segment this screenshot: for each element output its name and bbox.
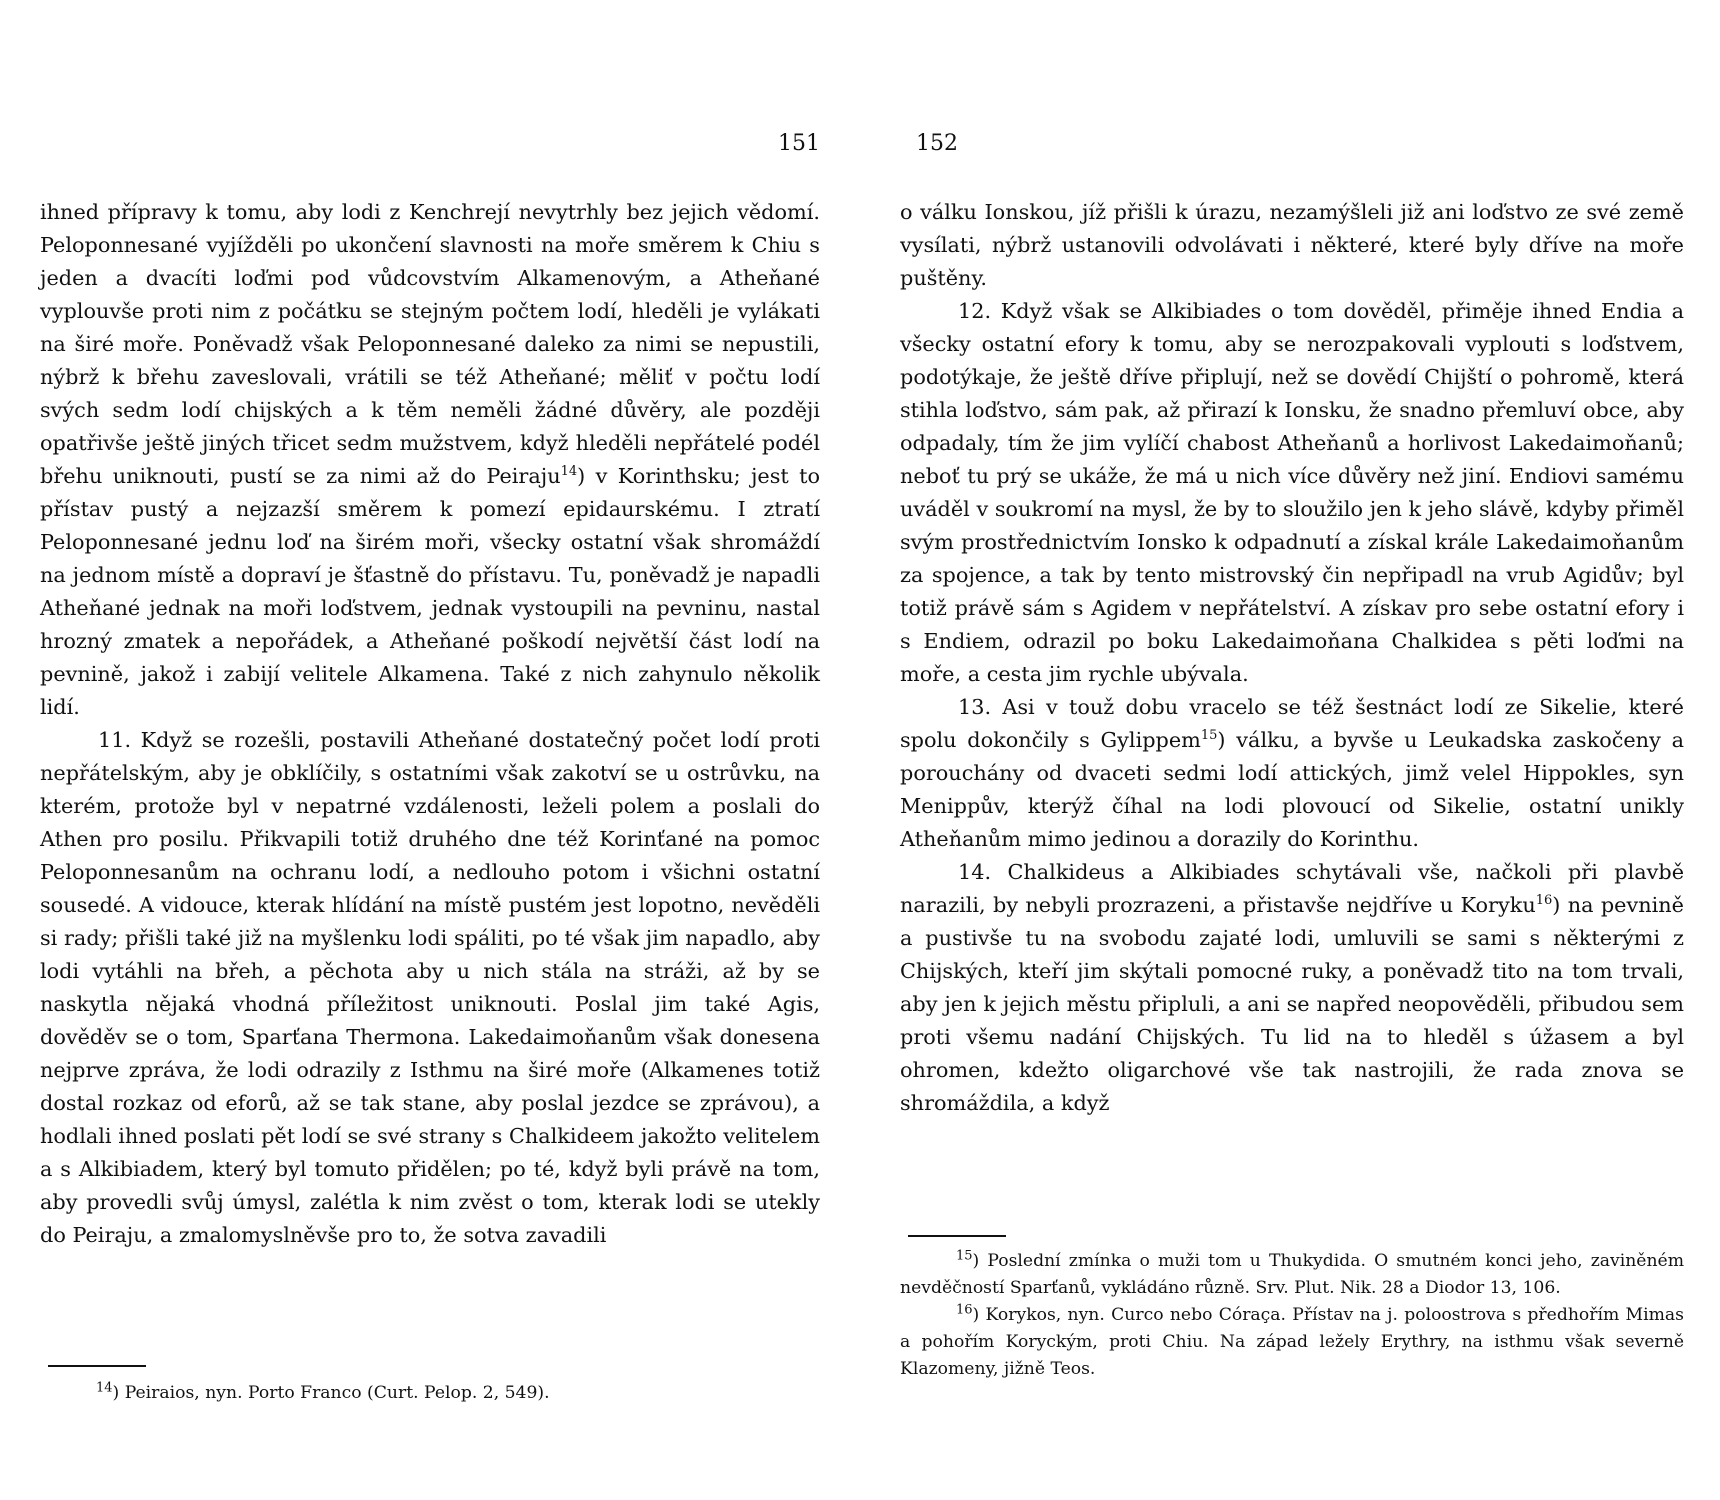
footnote-text: ) Peiraios, nyn. Porto Franco (Curt. Pelop. 2, 549). xyxy=(112,1383,550,1403)
paragraph xyxy=(900,295,1684,691)
text-segment: o válku Ionskou, jíž přišli k úrazu, nezamýšleli již ani loďstvo ze své země vysílati, nýbrž ustanovili odvolávati i některé, které byly dříve na moře puštěny. xyxy=(900,200,1684,290)
text-segment: ihned přípravy k tomu, aby lodi z Kenchrejí nevytrhly bez jejich vědomí. Peloponnesané vyjížděli po ukončení slavnosti na moře směrem k Chiu s jeden a dvacíti loďmi pod vůdcovstvím Alkamenovým, a Atheňané vyplouvše proti nim z počátku se stejným počtem lodí, hleděli je vylákati na širé moře. Poněvadž však Peloponnesané daleko za nimi se nepustili, nýbrž k břehu zaveslovali, vrátili se též Atheňané; měliť v počtu lodí svých sedm lodí chijských a k těm neměli žádné důvěry, ale později opatřivše ještě jiných třicet sedm mužstvem, když hleděli nepřátelé podél břehu uniknouti, pustí se za nimi až do Peiraju xyxy=(40,200,820,488)
page-number: 152 xyxy=(916,131,958,156)
right-page xyxy=(900,0,1684,1500)
footnotes xyxy=(900,1248,1684,1383)
paragraph xyxy=(40,196,820,724)
paragraph xyxy=(900,691,1684,856)
text-segment: 14. Chalkideus a Alkibiades schytávali vše, načkoli při plavbě narazili, by nebyli prozrazeni, a přistavše nejdříve u Koryku xyxy=(900,860,1684,917)
footnote-reference: 15 xyxy=(1200,728,1218,744)
text-segment: ) válku, a byvše u Leukadska zaskočeny a porouchány od dvaceti sedmi lodí attických, jimž velel Hippokles, syn Menippův, kterýž číhal na lodi plovoucí od Sikelie, ostatní unikly Atheňanům mimo jedinou a dorazily do Korinthu. xyxy=(900,728,1684,851)
paragraph xyxy=(40,724,820,1252)
footnotes xyxy=(40,1380,820,1407)
footnote-divider xyxy=(48,1365,146,1367)
footnote-reference: 14 xyxy=(560,464,578,480)
text-segment: 12. Když však se Alkibiades o tom dověděl, přiměje ihned Endia a všecky ostatní efory k tomu, aby se nerozpakovali vyplouti s loďstvem, podotýkaje, že ještě dříve připlují, než se dovědí Chijští o pohromě, která stihla loďstvo, sám pak, až přirazí k Ionsku, že snadno přemluví obce, aby odpadaly, tím že jim vylíčí chabost Atheňanů a horlivost Lakedaimoňanů; neboť tu prý se ukáže, že má u nich více důvěry než jiní. Endiovi samému uváděl v soukromí na mysl, že by to sloužilo jen k jeho slávě, kdyby přiměl svým prostřednictvím Ionsko k odpadnutí a získal krále Lakedaimoňanům za spojence, a tak by tento mistrovský čin nepřipadl na vrub Agidův; byl totiž právě sám s Agidem v nepřátelství. A získav pro sebe ostatní efory i s Endiem, odrazil po boku Lakedaimoňana Chalkidea s pěti loďmi na moře, a cesta jim rychle ubývala. xyxy=(900,299,1684,686)
footnote-text: ) Korykos, nyn. Curco nebo Córaça. Přístav na j. poloostrova s předhořím Mimas a pohořím Koryckým, proti Chiu. Na západ ležely Erythry, na isthmu však severně Klazomeny, jižně Teos. xyxy=(900,1305,1684,1379)
footnote xyxy=(900,1248,1684,1302)
text-segment: ) na pevnině a pustivše tu na svobodu zajaté lodi, umluvili se sami s některými z Chijských, kteří jim skýtali pomocné ruky, a poněvadž tito na tom trvali, aby jen k jejich městu připluli, a ani se napřed neopověděli, přibudou sem proti všemu nadání Chijských. Tu lid na to hleděl s úžasem a byl ohromen, kdežto oligarchové vše tak nastrojili, že rada znova se shromáždila, a když xyxy=(900,893,1684,1115)
footnote-marker: 15 xyxy=(956,1248,973,1264)
text-segment: 11. Když se rozešli, postavili Atheňané dostatečný počet lodí proti nepřátelským, aby je obklíčily, s ostatními však zakotví se u ostrůvku, na kterém, protože byl v nepatrné vzdálenosti, leželi polem a poslali do Athen pro posilu. Přikvapili totiž druhého dne též Korinťané na pomoc Peloponnesanům na ochranu lodí, a nedlouho potom i všichni ostatní sousedé. A vidouce, kterak hlídání na místě pustém jest lopotno, nevěděli si rady; přišli také již na myšlenku lodi spáliti, po té však jim napadlo, aby lodi vytáhli na břeh, a pěchota aby u nich stála na stráži, až by se naskytla nějaká vhodná příležitost uniknouti. Poslal jim také Agis, dověděv se o tom, Sparťana Thermona. Lakedaimoňanům však donesena nejprve zpráva, že lodi odrazily z Isthmu na širé moře (Alkamenes totiž dostal rozkaz od eforů, až se tak stane, aby poslal jezdce se zprávou), a hodlali ihned poslati pět lodí se své strany s Chalkideem jakožto velitelem a s Alkibiadem, který byl tomuto přidělen; po té, když byli právě na tom, aby provedli svůj úmysl, zalétla k nim zvěst o tom, kterak lodi se utekly do Peiraju, a zmalomyslněvše pro to, že sotva zavadili xyxy=(40,728,820,1247)
body-text xyxy=(40,196,820,1252)
footnote-marker: 14 xyxy=(96,1380,113,1396)
footnote-marker: 16 xyxy=(956,1302,973,1318)
left-page xyxy=(40,0,820,1500)
body-text xyxy=(900,196,1684,1120)
footnote xyxy=(900,1302,1684,1383)
text-segment: ) v Korinthsku; jest to přístav pustý a nejzazší směrem k pomezí epidaurskému. I ztratí Peloponnesané jednu loď na širém moři, všecky ostatní však shromáždí na jednom místě a dopraví je šťastně do přístavu. Tu, poněvadž je napadli Atheňané jednak na moři loďstvem, jednak vystoupili na pevninu, nastal hrozný zmatek a nepořádek, a Atheňané poškodí největší část lodí na pevnině, jakož i zabijí velitele Alkamena. Také z nich zahynulo několik lidí. xyxy=(40,464,820,719)
footnote xyxy=(40,1380,820,1407)
text-segment: 13. Asi v touž dobu vracelo se též šestnáct lodí ze Sikelie, které spolu dokončily s Gylippem xyxy=(900,695,1684,752)
footnote-text: ) Poslední zmínka o muži tom u Thukydida. O smutném konci jeho, zaviněném nevděčností Sparťanů, vykládáno různě. Srv. Plut. Nik. 28 a Diodor 13, 106. xyxy=(900,1251,1684,1298)
page-number: 151 xyxy=(778,131,820,156)
footnote-divider xyxy=(908,1235,1006,1237)
paragraph xyxy=(900,196,1684,295)
footnote-reference: 16 xyxy=(1535,893,1553,909)
paragraph xyxy=(900,856,1684,1120)
